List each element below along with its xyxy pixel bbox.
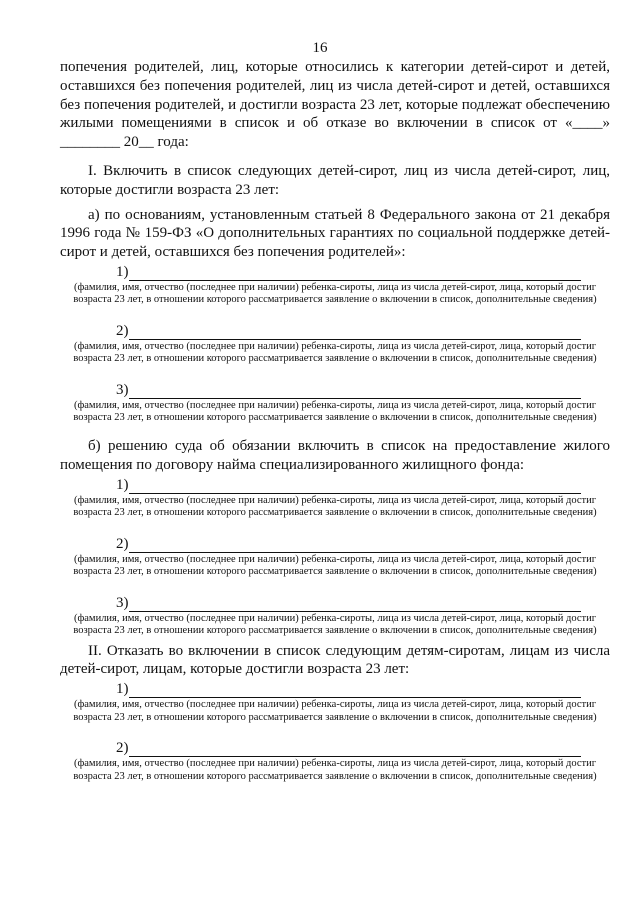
entry-caption: (фамилия, имя, отчество (последнее при наличии) ребенка-сироты, лица из числа детей-сирот, лица, который достиг возраста 23 лет, в отношении которого рассматривается заявление о включении в список, дополнительные сведения) (73, 281, 597, 306)
fill-in-line[interactable] (129, 684, 581, 698)
section-1-title: I. Включить в список следующих детей-сирот, лиц из числа детей-сирот, лиц, которые достигли возраста 23 лет: (60, 162, 610, 198)
entry-1b-3 (60, 595, 610, 638)
entry-2-2 (60, 740, 610, 783)
document-body (60, 58, 610, 783)
entry-1a-1 (60, 264, 610, 307)
entry-2-1 (60, 681, 610, 724)
intro-paragraph: попечения родителей, лиц, которые относились к категории детей-сирот и детей, оставшихся без попечения родителей, лиц из числа детей-сирот и детей, оставшихся без попечения родителей, и достигли возраста 23 лет, которые подлежат обеспечению жилыми помещениями в список и об отказе во включении в список от «____» ________ 20__ года: (60, 59, 610, 151)
fill-in-line[interactable] (129, 598, 581, 612)
fill-in-line[interactable] (129, 326, 581, 340)
fill-in-line[interactable] (129, 385, 581, 399)
entry-number: 2) (116, 535, 129, 552)
entry-1b-1 (60, 477, 610, 520)
entry-1a-2 (60, 323, 610, 366)
entry-caption: (фамилия, имя, отчество (последнее при наличии) ребенка-сироты, лица из числа детей-сирот, лица, который достиг возраста 23 лет, в отношении которого рассматривается заявление о включении в список, дополнительные сведения) (73, 612, 597, 637)
entry-number: 3) (116, 381, 129, 398)
entry-caption: (фамилия, имя, отчество (последнее при наличии) ребенка-сироты, лица из числа детей-сирот, лица, который достиг возраста 23 лет, в отношении которого рассматривается заявление о включении в список, дополнительные сведения) (73, 494, 597, 519)
entry-number: 1) (116, 476, 129, 493)
fill-in-line[interactable] (129, 267, 581, 281)
section-1b-text: б) решению суда об обязании включить в список на предоставление жилого помещения по договору найма специализированного жилищного фонда: (60, 437, 610, 473)
fill-in-line[interactable] (129, 539, 581, 553)
entry-caption: (фамилия, имя, отчество (последнее при наличии) ребенка-сироты, лица из числа детей-сирот, лица, который достиг возраста 23 лет, в отношении которого рассматривается заявление о включении в список, дополнительные сведения) (73, 758, 597, 782)
page-number: 16 (312, 40, 328, 56)
entry-caption: (фамилия, имя, отчество (последнее при наличии) ребенка-сироты, лица из числа детей-сирот, лица, который достиг возраста 23 лет, в отношении которого рассматривается заявление о включении в список, дополнительные сведения) (73, 340, 597, 365)
entry-1a-3 (60, 382, 610, 425)
entry-number: 2) (116, 740, 129, 757)
entry-1b-2 (60, 536, 610, 579)
entry-number: 1) (116, 681, 129, 698)
fill-in-line[interactable] (129, 480, 581, 494)
entry-caption: (фамилия, имя, отчество (последнее при наличии) ребенка-сироты, лица из числа детей-сирот, лица, который достиг возраста 23 лет, в отношении которого рассматривается заявление о включении в список, дополнительные сведения) (73, 553, 597, 578)
entry-caption: (фамилия, имя, отчество (последнее при наличии) ребенка-сироты, лица из числа детей-сирот, лица, который достиг возраста 23 лет, в отношении которого рассматривается заявление о включении в список, дополнительные сведения) (73, 399, 597, 424)
entry-caption: (фамилия, имя, отчество (последнее при наличии) ребенка-сироты, лица из числа детей-сирот, лица, который достиг возраста 23 лет, в отношении которого рассматривается заявление о включении в список, дополнительные сведения) (73, 699, 597, 723)
entry-number: 3) (116, 594, 129, 611)
entry-number: 2) (116, 322, 129, 339)
fill-in-line[interactable] (129, 743, 581, 757)
section-2-title: II. Отказать во включении в список следующим детям-сиротам, лицам из числа детей-сирот, лицам, которые достигли возраста 23 лет: (60, 642, 610, 678)
section-1a-text: а) по основаниям, установленным статьей 8 Федерального закона от 21 декабря 1996 года № 159-ФЗ «О дополнительных гарантиях по социальной поддержке детей-сирот и детей, оставшихся без попечения родителей»: (60, 206, 610, 261)
entry-number: 1) (116, 263, 129, 280)
